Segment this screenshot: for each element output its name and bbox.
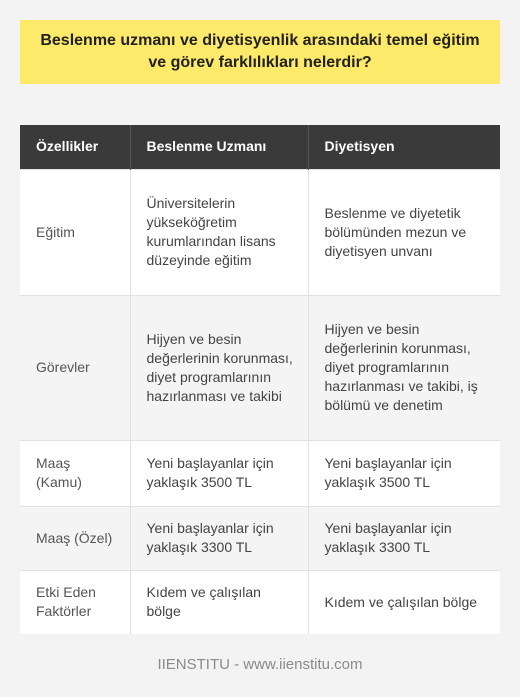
cell-dietitian-salary-public: Yeni başlayanlar için yaklaşık 3500 TL: [308, 440, 500, 506]
footer-credit: IIENSTITU - www.iienstitu.com: [157, 656, 363, 673]
cell-dietitian-education: Beslenme ve diyetetik bölümünden mezun ve diyetisyen unvanı: [308, 169, 500, 295]
row-label-education: Eğitim: [20, 169, 130, 295]
column-header-dietitian: Diyetisyen: [308, 125, 500, 169]
cell-dietitian-factors: Kıdem ve çalışılan bölge: [308, 570, 500, 634]
cell-nutritionist-factors: Kıdem ve çalışılan bölge: [130, 570, 308, 634]
table-row: [20, 506, 500, 570]
cell-nutritionist-salary-public: Yeni başlayanlar için yaklaşık 3500 TL: [130, 440, 308, 506]
page-title: Beslenme uzmanı ve diyetisyenlik arasındaki temel eğitim ve görev farklılıkları nelerdir?: [40, 32, 480, 71]
table-header-row: [20, 125, 500, 169]
row-label-salary-public: Maaş (Kamu): [20, 440, 130, 506]
column-header-nutritionist: Beslenme Uzmanı: [130, 125, 308, 169]
column-header-features: Özellikler: [20, 125, 130, 169]
table-row: [20, 440, 500, 506]
comparison-table: [20, 125, 500, 634]
cell-dietitian-salary-private: Yeni başlayanlar için yaklaşık 3300 TL: [308, 506, 500, 570]
cell-nutritionist-salary-private: Yeni başlayanlar için yaklaşık 3300 TL: [130, 506, 308, 570]
cell-nutritionist-duties: Hijyen ve besin değerlerinin korunması, diyet programlarının hazırlanması ve takibi: [130, 295, 308, 440]
table-row: [20, 169, 500, 295]
table-row: [20, 295, 500, 440]
title-banner: [20, 20, 500, 84]
cell-nutritionist-education: Üniversitelerin yükseköğretim kurumlarından lisans düzeyinde eğitim: [130, 169, 308, 295]
row-label-salary-private: Maaş (Özel): [20, 506, 130, 570]
table-row: [20, 570, 500, 634]
row-label-factors: Etki Eden Faktörler: [20, 570, 130, 634]
cell-dietitian-duties: Hijyen ve besin değerlerinin korunması, diyet programlarının hazırlanması ve takibi, iş bölümü ve denetim: [308, 295, 500, 440]
row-label-duties: Görevler: [20, 295, 130, 440]
